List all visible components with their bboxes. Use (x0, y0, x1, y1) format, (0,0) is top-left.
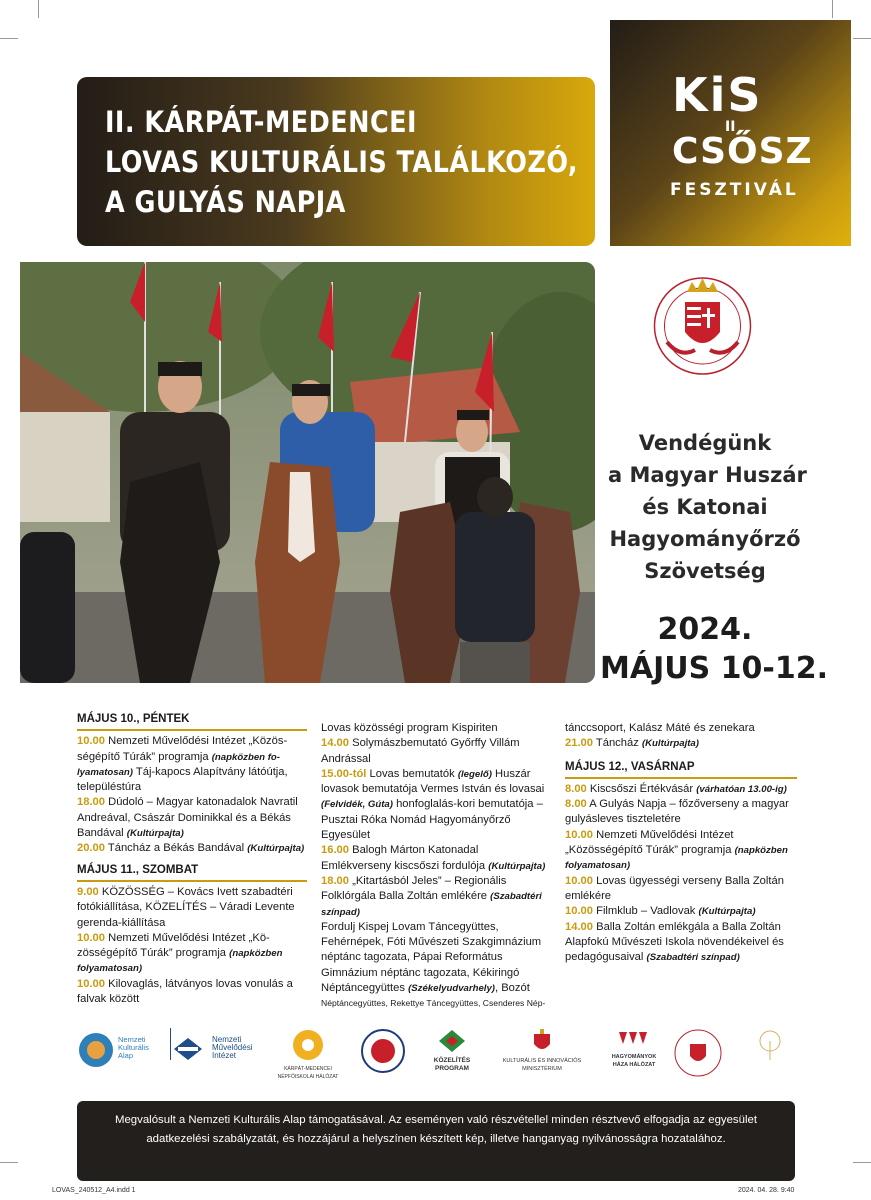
logo-kim: KULTURÁLIS ÉS INNOVÁCIÓS MINISZTÉRIUM (490, 1028, 594, 1073)
title-banner (77, 77, 595, 246)
guest-line-4: Hagyományőrző (609, 527, 801, 551)
logo-roman: II (725, 119, 736, 135)
program-item: 16.00 Balogh Márton Katonadal Emlékverseny kiscsőszi fordulója (Kultúrpajta) (321, 844, 546, 872)
logo-kmnh: KÁRPÁT-MEDENCEI NÉPFŐISKOLAI HÁLÓZAT (268, 1028, 348, 1081)
program-column-1 (77, 712, 307, 1007)
footer-notice (77, 1101, 795, 1181)
program-item: Fordulj Kispej Lovam Táncegyüttes, Fehérnépek, Fóti Művészeti Szakgimnázium néptánc tagozata, Pápai Református Gimnázium néptánc tagozata, Kékiringó Néptáncegyüttes (Székelyudvarhely), Bozót (321, 920, 542, 995)
logo-association-badge (360, 1028, 406, 1077)
logo-nka: Nemzeti Kulturális Alap (78, 1028, 158, 1068)
guest-line-5: Szövetség (644, 559, 766, 583)
logo-hussar-seal-small (672, 1028, 724, 1081)
program-item-small: Néptáncegyüttes, Rekettye Táncegyüttes, Csenderes Nép- (321, 998, 546, 1009)
crop-mark (38, 0, 39, 18)
program-item: Lovas közösségi program Kispiriten (321, 722, 498, 734)
slug-timestamp: 2024. 04. 28. 9:40 (738, 1187, 795, 1194)
nka-icon (78, 1032, 114, 1068)
program-item: 10.00 Nemzeti Művelődési Intézet „Kö-zösségépítő Túrák” programja (napközben folyamatosan) (77, 931, 283, 975)
program-item: 8.00 Kiscsőszi Értékvásár (várhatóan 13.00-ig) (565, 782, 787, 795)
program-item: 8.00 A Gulyás Napja – főzőverseny a magyar gulyásleves tiszteletére (565, 798, 789, 826)
event-date (600, 610, 828, 688)
seal-icon (645, 262, 760, 377)
crop-mark (0, 38, 18, 39)
title-line-1: II. KÁRPÁT-MEDENCEI (105, 105, 417, 139)
kozelites-icon (437, 1028, 467, 1054)
hhh-icon (617, 1028, 651, 1050)
sponsor-logos (78, 1028, 798, 1088)
program-item: 15.00-tól Lovas bemutatók (legelő) Huszár lovasok bemutatója Vermes István és lovasai (Felvidék, Gúta) honfoglalás-kori bemutatója – Pusztai Róka Nomád Hagyományőrző Egyesület (321, 767, 545, 842)
program-item: 10.00 Kilovaglás, látványos lovas vonulás a falvak között (77, 977, 293, 1006)
photo-illustration (20, 262, 595, 683)
slug-file: LOVAS_240512_A4.indd 1 (52, 1187, 136, 1194)
program-item: tánccsoport, Kalász Máté és zenekara (565, 722, 755, 734)
festival-logo (610, 20, 851, 246)
logo-csosz: CSŐSZ (672, 131, 813, 172)
nmi-icon (170, 1034, 206, 1064)
program-item: 18.00 „Kitartásból Jeles” – Regionális Folklórgála Balla Zoltán emlékére (Szabadtéri színpad) (321, 874, 542, 918)
day-heading-saturday: MÁJUS 11., SZOMBAT (77, 863, 307, 882)
program-column-3 (565, 721, 797, 965)
logo-tree (750, 1028, 790, 1065)
logo-kis: KiS (672, 68, 763, 122)
guest-line-3: és Katonai (642, 495, 768, 519)
program-item: 14.00 Solymászbemutató Győrffy Villám Andrással (321, 737, 520, 765)
logo-fesztival: FESZTIVÁL (670, 180, 799, 200)
title-line-2: LOVAS KULTURÁLIS TALÁLKOZÓ, (105, 145, 579, 179)
association-badge-icon (360, 1028, 406, 1074)
hussar-association-seal (645, 262, 760, 377)
program-item: 14.00 Balla Zoltán emlékgála a Balla Zoltán Alapfokú Művészeti Iskola növendékeivel és pedagógusaival (Szabadtéri színpad) (565, 920, 784, 964)
date-days: MÁJUS 10-12. (600, 651, 828, 686)
program-item: 10.00 Nemzeti Művelődési Intézet „Közösségépítő Túrák” programja (napközben folyamatosan) (565, 828, 788, 872)
day-heading-sunday: MÁJUS 12., VASÁRNAP (565, 760, 797, 779)
crop-mark (832, 0, 833, 18)
day-heading-friday: MÁJUS 10., PÉNTEK (77, 712, 307, 731)
logo-hhh: HAGYOMÁNYOK HÁZA HÁLÓZAT (606, 1028, 662, 1069)
program-item: 20.00 Táncház a Békás Bandával (Kultúrpajta) (77, 842, 305, 855)
date-year: 2024. (657, 612, 753, 647)
hussar-riders-photo (20, 262, 595, 683)
guest-line-1: Vendégünk (638, 431, 772, 455)
program-item: 18.00 Dúdoló – Magyar katonadalok Navratil Andreával, Császár Dominikkal és a Békás Bandával (Kultúrpajta) (77, 796, 298, 840)
kmnh-icon (291, 1028, 325, 1062)
guest-line-2: a Magyar Huszár (608, 463, 807, 487)
hussar-seal-small-icon (673, 1028, 723, 1078)
crop-mark (853, 1162, 871, 1163)
program-item: 10.00 Nemzeti Művelődési Intézet „Közös-ségépítő Túrák” programja (napközben fo-lyamatosan) Táj-kapocs Alapítvány látóútja, településtúra (77, 735, 288, 794)
logo-nmi: Nemzeti Művelődési Intézet (170, 1028, 260, 1064)
title-line-3: A GULYÁS NAPJA (105, 185, 346, 219)
program-item: 21.00 Táncház (Kultúrpajta) (565, 737, 699, 750)
crop-mark (0, 1162, 18, 1163)
guest-announcement (608, 427, 807, 587)
kim-crest-icon (531, 1028, 553, 1054)
program-item: 10.00 Filmklub – Vadlovak (Kultúrpajta) (565, 905, 756, 918)
logo-kozelites: KÖZELÍTÉS PROGRAM (424, 1028, 480, 1073)
tree-icon (755, 1028, 785, 1062)
program-item: 10.00 Lovas ügyességi verseny Balla Zoltán emlékére (565, 874, 784, 902)
crop-mark (853, 38, 871, 39)
program-item: 9.00 KÖZÖSSÉG – Kovács Ivett szabadtéri fotókiállítása, KÖZELÍTÉS – Váradi Levente gerenda-kiállítása (77, 885, 295, 929)
program-column-2 (321, 721, 549, 1012)
footer-text: Megvalósult a Nemzeti Kulturális Alap támogatásával. Az eseményen való részvétellel minden résztvevő elfogadja az egyesület adatkezelési szabályzatát, és hozzájárul a helyszínen készített kép, illetve hanganyag nyilvánosságra hozatalához. (114, 1114, 757, 1145)
